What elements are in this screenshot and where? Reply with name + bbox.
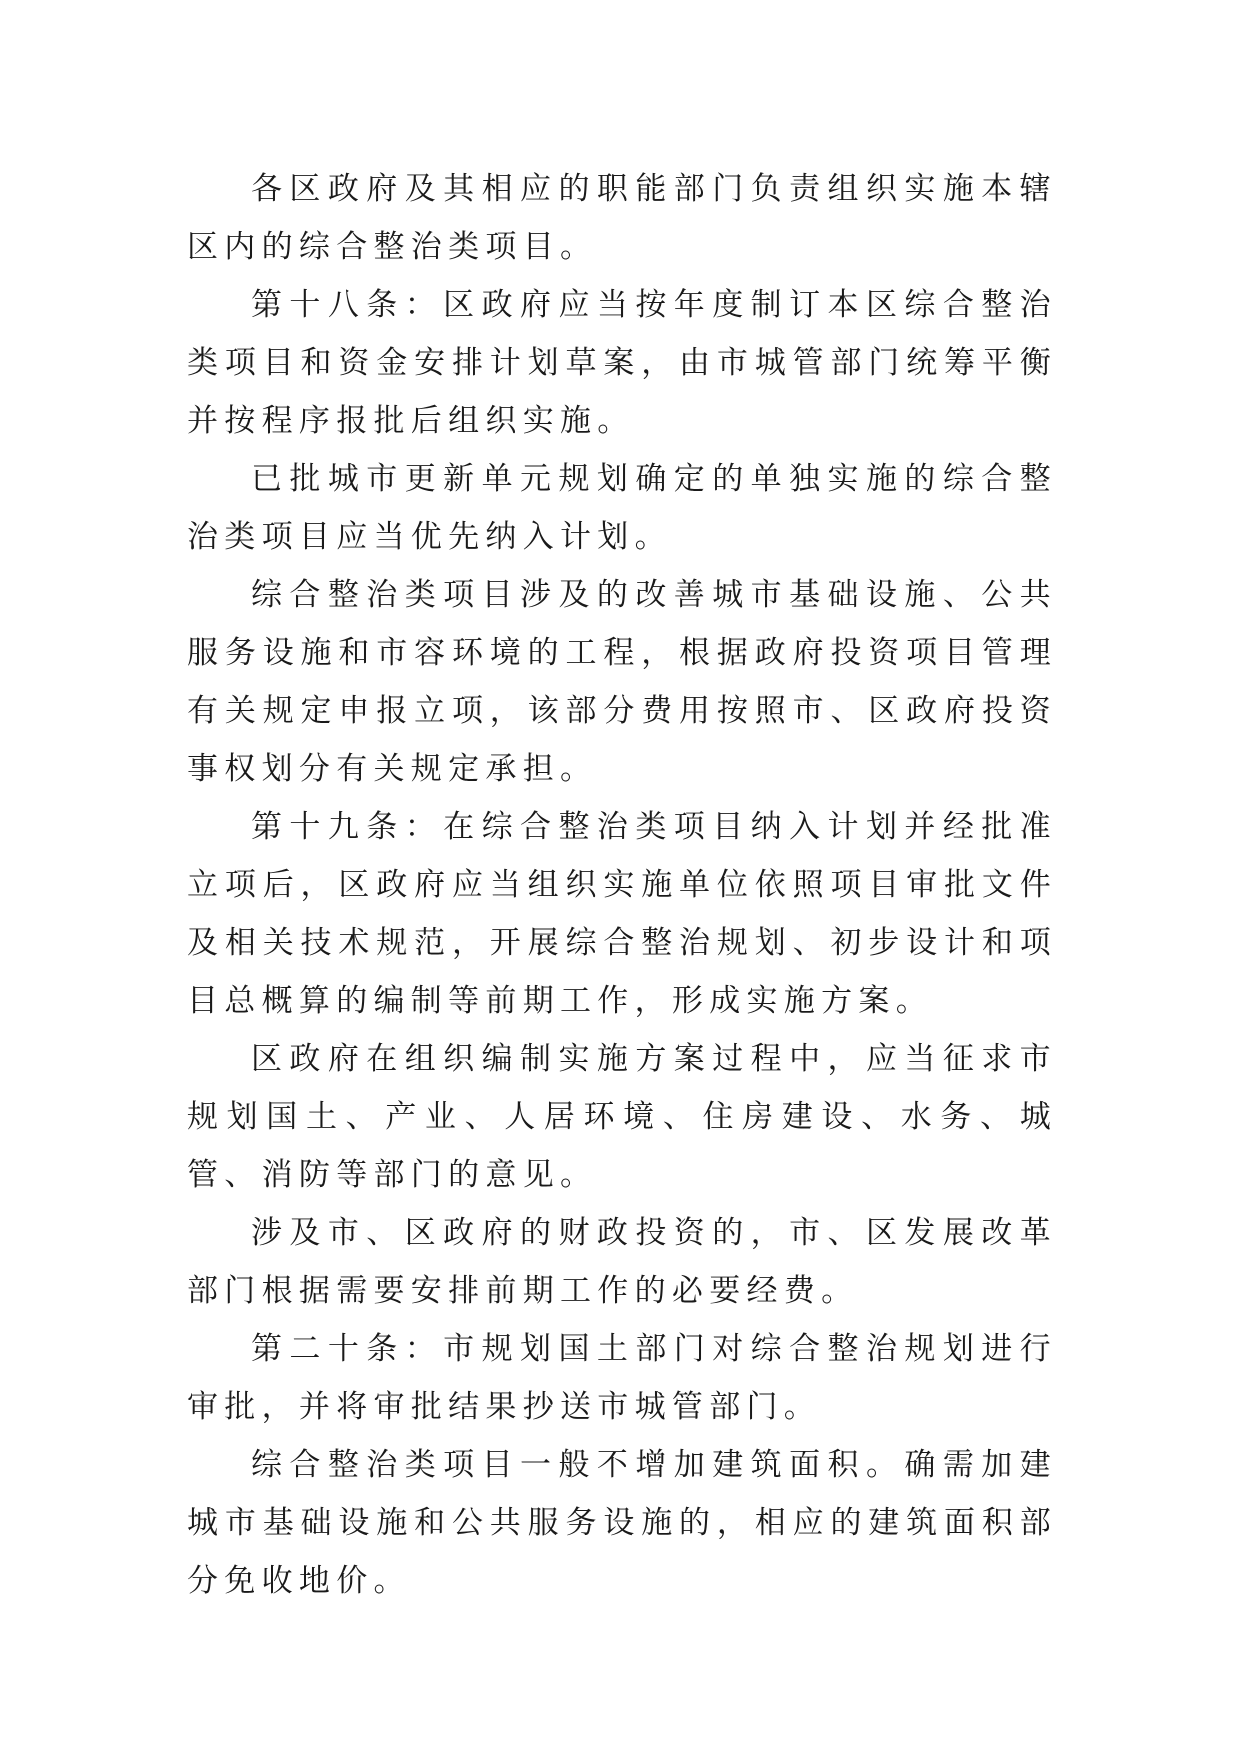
paragraph-article-19: 第十九条：在综合整治类项目纳入计划并经批准立项后，区政府应当组织实施单位依照项目审批文件及相关技术规范，开展综合整治规划、初步设计和项目总概算的编制等前期工作，形成实施方案。 <box>187 809 1057 1019</box>
paragraph-priority-plan: 已批城市更新单元规划确定的单独实施的综合整治类项目应当优先纳入计划。 <box>187 461 1057 555</box>
document-body <box>187 160 1057 1610</box>
paragraph-floor-area: 综合整治类项目一般不增加建筑面积。确需加建城市基础设施和公共服务设施的，相应的建筑面积部分免收地价。 <box>187 1447 1057 1599</box>
paragraph-district-responsibility: 各区政府及其相应的职能部门负责组织实施本辖区内的综合整治类项目。 <box>187 171 1057 265</box>
paragraph-article-20: 第二十条：市规划国土部门对综合整治规划进行审批，并将审批结果抄送市城管部门。 <box>187 1331 1057 1425</box>
paragraph-department-opinions: 区政府在组织编制实施方案过程中，应当征求市规划国土、产业、人居环境、住房建设、水务、城管、消防等部门的意见。 <box>187 1041 1057 1193</box>
paragraph-financial-investment: 涉及市、区政府的财政投资的，市、区发展改革部门根据需要安排前期工作的必要经费。 <box>187 1215 1057 1309</box>
paragraph-infrastructure-costs: 综合整治类项目涉及的改善城市基础设施、公共服务设施和市容环境的工程，根据政府投资项目管理有关规定申报立项，该部分费用按照市、区政府投资事权划分有关规定承担。 <box>187 577 1057 787</box>
paragraph-article-18: 第十八条：区政府应当按年度制订本区综合整治类项目和资金安排计划草案，由市城管部门统筹平衡并按程序报批后组织实施。 <box>187 287 1057 439</box>
